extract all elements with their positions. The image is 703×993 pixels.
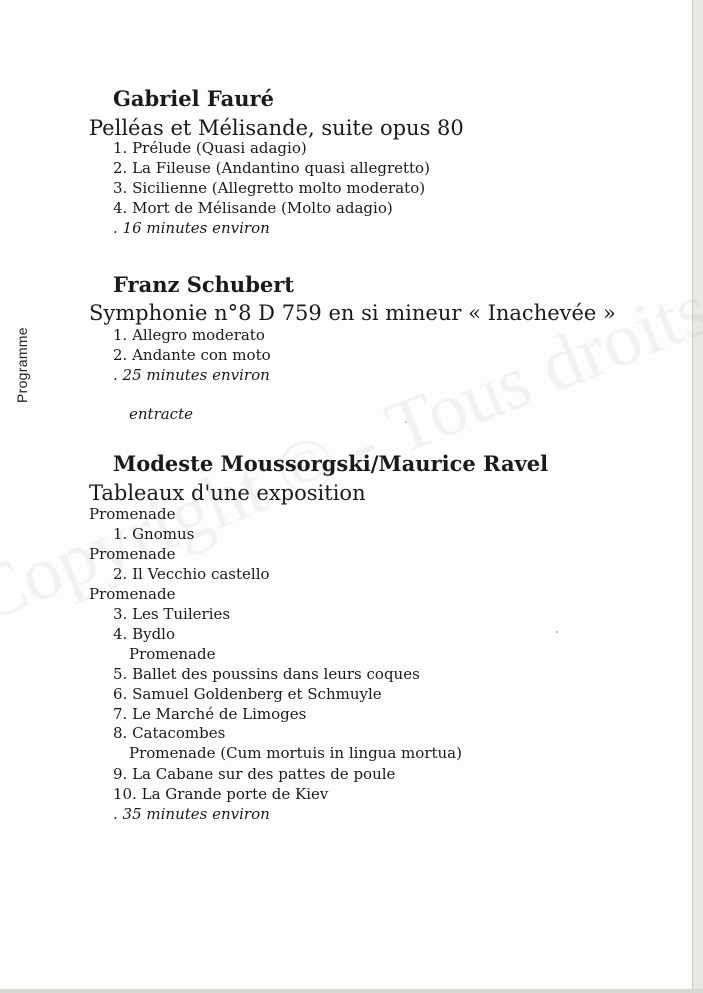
work-tableaux: Tableaux d'une exposition — [89, 481, 366, 505]
faure-movement-2: 2. La Fileuse (Andantino quasi allegretto) — [113, 159, 430, 177]
promenade-2: Promenade — [89, 545, 176, 563]
tableaux-movement-10: 10. La Grande porte de Kiev — [113, 785, 329, 803]
promenade-1: Promenade — [89, 505, 176, 523]
paper-speck — [556, 631, 558, 633]
promenade-3: Promenade — [89, 585, 176, 603]
faure-movement-4: 4. Mort de Mélisande (Molto adagio) — [113, 199, 393, 217]
work-pelleas: Pelléas et Mélisande, suite opus 80 — [89, 116, 464, 140]
faure-movement-1: 1. Prélude (Quasi adagio) — [113, 139, 307, 157]
tableaux-movement-8: 8. Catacombes — [113, 724, 226, 742]
work-symphonie-8: Symphonie n°8 D 759 en si mineur « Inachevée » — [89, 301, 616, 325]
tableaux-movement-9: 9. La Cabane sur des pattes de poule — [113, 765, 396, 783]
tableaux-movement-7: 7. Le Marché de Limoges — [113, 705, 307, 723]
page-edge-right — [692, 0, 703, 993]
copyright-watermark — [0, 165, 703, 640]
schubert-movement-1: 1. Allegro moderato — [113, 326, 265, 344]
faure-duration: . 16 minutes environ — [113, 219, 270, 237]
tableaux-movement-3: 3. Les Tuileries — [113, 605, 231, 623]
tableaux-movement-4: 4. Bydlo — [113, 625, 176, 643]
promenade-cum-mortuis: Promenade (Cum mortuis in lingua mortua) — [129, 744, 462, 762]
composer-faure: Gabriel Fauré — [113, 86, 274, 111]
tableaux-movement-2: 2. Il Vecchio castello — [113, 565, 270, 583]
intermission: entracte — [129, 405, 193, 423]
schubert-duration: . 25 minutes environ — [113, 366, 270, 384]
paper-speck — [405, 421, 407, 423]
tableaux-movement-6: 6. Samuel Goldenberg et Schmuyle — [113, 685, 382, 703]
promenade-4: Promenade — [129, 645, 216, 663]
tableaux-duration: . 35 minutes environ — [113, 805, 270, 823]
faure-movement-3: 3. Sicilienne (Allegretto molto moderato) — [113, 179, 426, 197]
page-edge-bottom — [0, 989, 703, 993]
tableaux-movement-5: 5. Ballet des poussins dans leurs coques — [113, 665, 420, 683]
side-label-programme: Programme — [14, 327, 30, 403]
tableaux-movement-1: 1. Gnomus — [113, 525, 195, 543]
composer-schubert: Franz Schubert — [113, 272, 295, 297]
composer-moussorgski-ravel: Modeste Moussorgski/Maurice Ravel — [113, 451, 549, 476]
schubert-movement-2: 2. Andante con moto — [113, 346, 271, 364]
